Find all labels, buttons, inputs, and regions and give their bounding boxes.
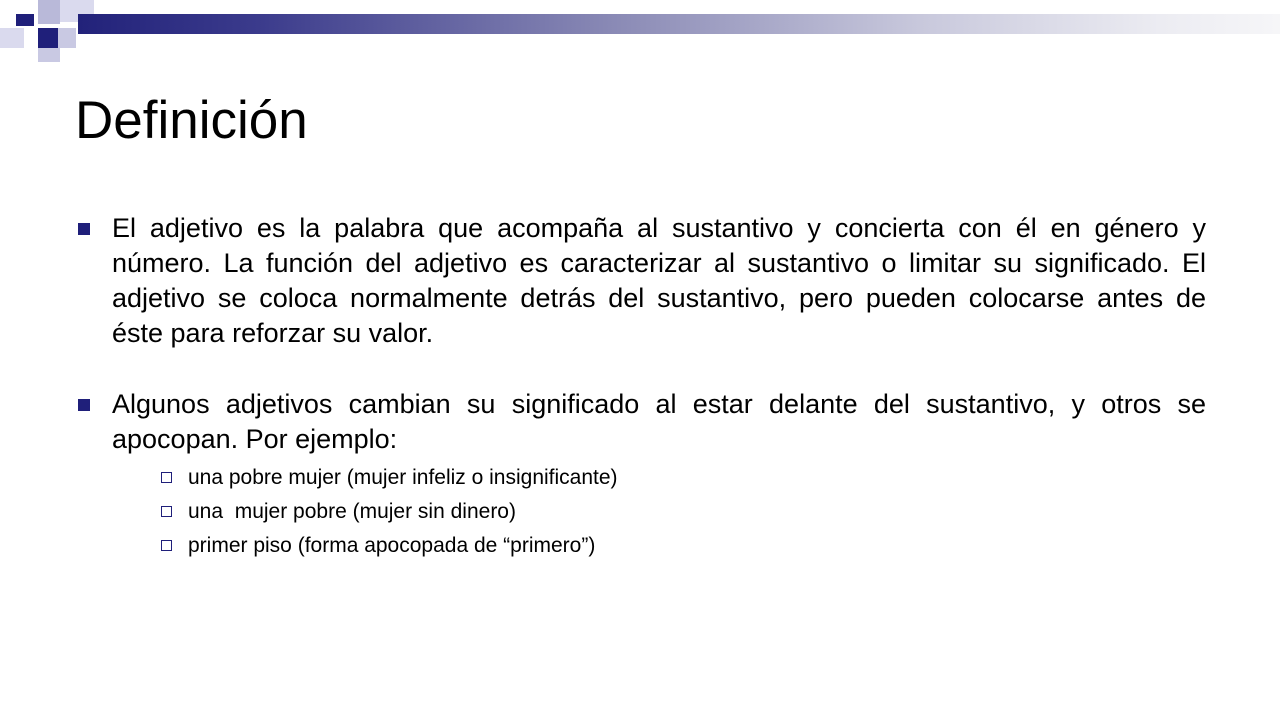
bullet-item [76, 387, 1206, 563]
sub-bullet-item [112, 461, 1206, 495]
hollow-square-bullet-icon [161, 472, 172, 483]
decor-square [58, 28, 76, 48]
bullet-text: El adjetivo es la palabra que acompaña al sustantivo y concierta con él en género y número. La función del adjetivo es caracterizar al sustantivo o limitar su significado. El adjetivo se coloca normalmente detrás del sustantivo, pero pueden colocarse antes de éste para reforzar su valor. [112, 213, 1206, 348]
hollow-square-bullet-icon [161, 540, 172, 551]
bullet-text: Algunos adjetivos cambian su significado al estar delante del sustantivo, y otros se apocopan. Por ejemplo: [112, 389, 1206, 454]
decor-square [16, 14, 34, 26]
decor-square [38, 48, 60, 62]
decor-square [38, 0, 60, 24]
filled-square-bullet-icon [78, 223, 90, 235]
decor-square [0, 28, 24, 48]
sub-bullet-item [112, 529, 1206, 563]
bullet-list [76, 211, 1206, 563]
slide-title: Definición [75, 91, 308, 150]
filled-square-bullet-icon [78, 399, 90, 411]
sub-bullet-text: una pobre mujer (mujer infeliz o insignificante) [188, 466, 618, 489]
header-gradient-bar [78, 14, 1280, 34]
sub-bullet-text: una mujer pobre (mujer sin dinero) [188, 500, 516, 523]
sub-bullet-text: primer piso (forma apocopada de “primero”) [188, 534, 596, 557]
sub-bullet-item [112, 495, 1206, 529]
bullet-item [76, 211, 1206, 351]
decor-square [38, 28, 58, 48]
hollow-square-bullet-icon [161, 506, 172, 517]
sub-bullet-list [112, 461, 1206, 563]
